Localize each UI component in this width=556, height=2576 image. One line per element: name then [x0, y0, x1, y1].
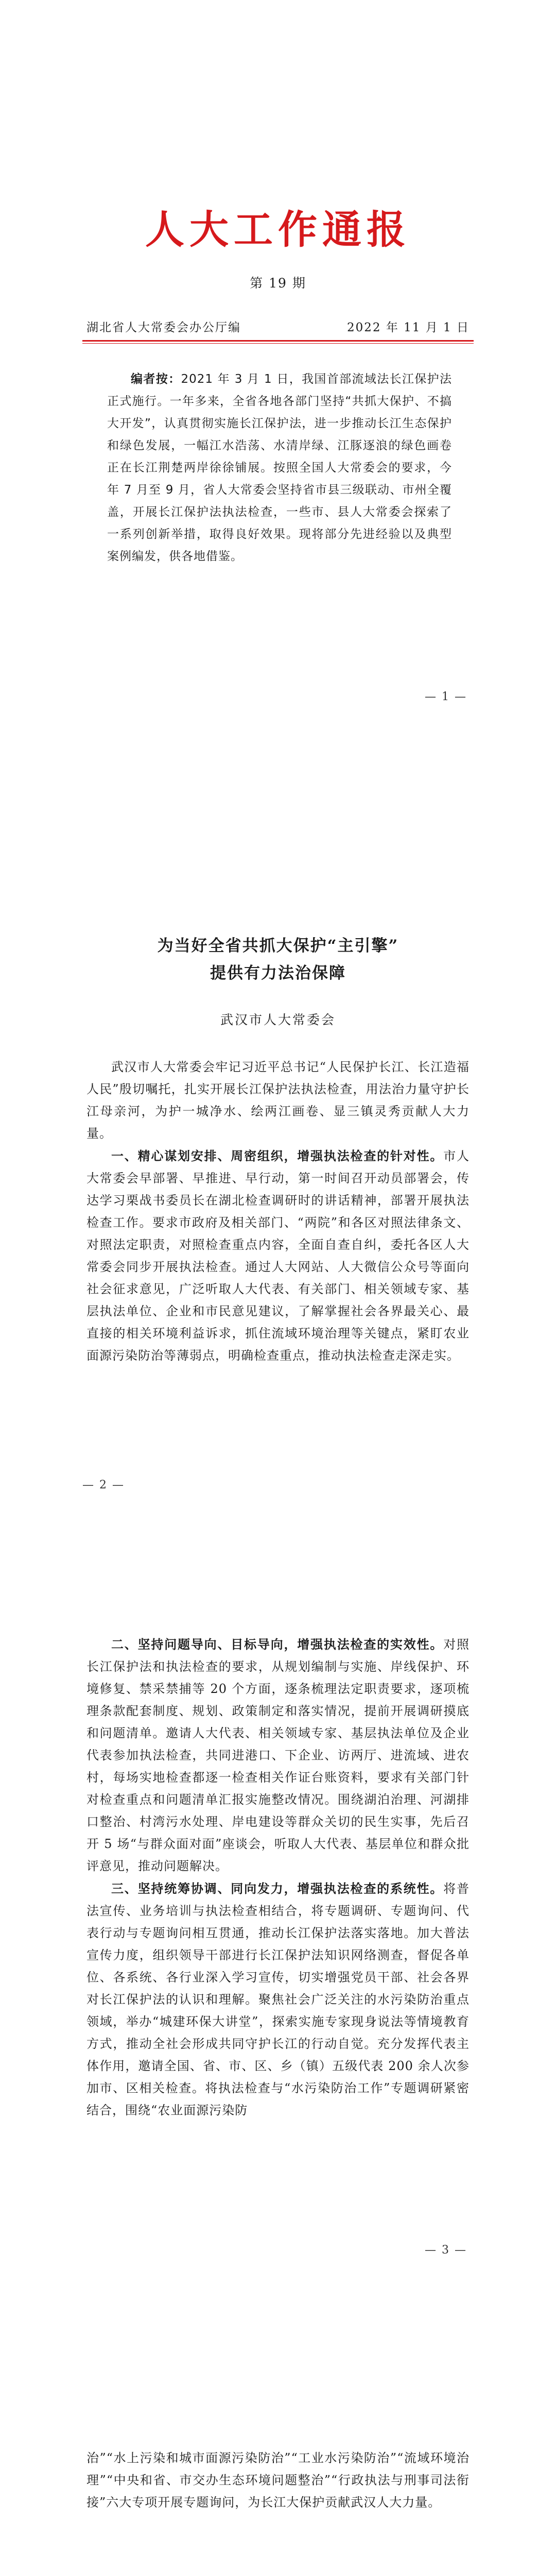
publisher: 湖北省人大常委会办公厅编: [86, 321, 241, 334]
publish-date: 2022 年 11 月 1 日: [347, 321, 470, 334]
section-2-text: 对照长江保护法和执法检查的要求，从规划编制与实施、岸线保护、环境修复、禁采禁捕等 20 个方面，逐条梳理法定职责要求，逐项梳理条款配套制度、规划、政策制定和落实情况，提前开展调研摸底和问题清单。邀请人大代表、相关领域专家、基层执法单位及企业代表参加执法检查，共同进港口、下企业、访两厅、进流域、进农村，每场实地检查都逐一检查相关作证台账资料，要求有关部门针对检查重点和问题清单汇报实施整改情况。围绕湖泊治理、河湖排口整治、村湾污水处理、岸电建设等群众关切的民生实事，先后召开 5 场“与群众面对面”座谈会，听取人大代表、基层单位和群众批评意见，推动问题解决。: [86, 1637, 470, 1873]
header-rule-thin: [82, 343, 474, 344]
article-body-page-3: [86, 1633, 470, 2122]
section-1-text: 市人大常委会早部署、早推进、早行动，第一时间召开动员部署会，传达学习栗战书委员长在湖北检查调研时的讲话精神，部署开展执法检查工作。要求市政府及相关部门、“两院”和各区对照法律条文、对照法定职责，对照检查重点内容，全面自查自纠，委托各区人大常委会同步开展执法检查。通过人大网站、人大微信公众号等面向社会征求意见，广泛听取人大代表、有关部门、相关领域专家、基层执法单位、企业和市民意见建议，了解掌握社会各界最关心、最直接的相关环境利益诉求，抓住流域环境治理等关键点，紧盯农业面源污染防治等薄弱点，明确检查重点，推动执法检查走深走实。: [86, 1149, 470, 1363]
editor-note-label: 编者按：: [131, 372, 181, 386]
article-author: 武汉市人大常委会: [220, 1012, 336, 1027]
section-3-text: 将普法宣传、业务培训与执法检查相结合，将专题调研、专题询问、代表行动与专题询问相互贯通，推动长江保护法落实落地。加大普法宣传力度，组织领导干部进行长江保护法知识网络测查，督促各单位、各系统、各行业深入学习宣传，切实增强党员干部、社会各界对长江保护法的认识和理解。聚焦社会广泛关注的水污染防治重点领域，举办“城建环保大讲堂”，探索实施专家现身说法等情境教育方式，推动全社会形成共同守护长江的行动自觉。充分发挥代表主体作用，邀请全国、省、市、区、乡（镇）五级代表 200 余人次参加市、区相关检查。将执法检查与“水污染防治工作”专题调研紧密结合，围绕“农业面源污染防: [86, 1882, 470, 2117]
editor-note-text: 2021 年 3 月 1 日，我国首部流域法长江保护法正式施行。一年多来，全省各地各部门坚持“共抓大保护、不搞大开发”，认真贯彻实施长江保护法，进一步推动长江生态保护和绿色发展，一幅江水浩荡、水清岸绿、江豚逐浪的绿色画卷正在长江荆楚两岸徐徐铺展。按照全国人大常委会的要求，今年 7 月至 9 月，省人大常委会坚持省市县三级联动、市州全覆盖，开展长江保护法执法检查，一些市、县人大常委会探索了一系列创新举措，取得良好效果。现将部分先进经验以及典型案例编发，供各地借鉴。: [107, 372, 453, 563]
section-2-heading: 二、坚持问题导向、目标导向，增强执法检查的实效性。: [111, 1637, 444, 1652]
section-1-paragraph: [86, 1145, 470, 1367]
editor-note: [107, 368, 452, 568]
section-3-paragraph: [86, 1877, 470, 2122]
article-body-page-4: [86, 2447, 470, 2514]
section-2-paragraph: [86, 1633, 470, 1877]
section-3-heading: 三、坚持统筹协调、同向发力，增强执法检查的系统性。: [111, 1881, 444, 1896]
section-1-heading: 一、精心谋划安排、周密组织，增强执法检查的针对性。: [111, 1148, 444, 1163]
section-3-continuation: 治”“水上污染和城市面源污染防治”“工业水污染防治”“流域环境治理”“中央和省、市交办生态环境问题整治”“行政执法与刑事司法衔接”六大专项开展专题询问，为长江大保护贡献武汉人大力量。: [86, 2451, 470, 2510]
masthead-title: 人大工作通报: [145, 207, 411, 252]
page-number-1: — 1 —: [425, 690, 467, 703]
intro-paragraph: 武汉市人大常委会牢记习近平总书记“人民保护长江、长江造福人民”殷切嘱托，扎实开展长江保护法执法检查，用法治力量守护长江母亲河，为护一城净水、绘两江画卷、显三镇灵秀贡献人大力量。: [86, 1060, 470, 1141]
header-rule-thick: [82, 340, 474, 342]
article-body-page-2: [86, 1056, 470, 1367]
article-title-line-1: 为当好全省共抓大保护“主引擎”: [157, 937, 399, 955]
article-title: [0, 933, 556, 987]
issue-number: 第 19 期: [250, 276, 306, 291]
page-number-2: — 2 —: [82, 1479, 125, 1492]
page-number-3: — 3 —: [425, 2244, 467, 2257]
article-title-line-2: 提供有力法治保障: [210, 964, 346, 982]
